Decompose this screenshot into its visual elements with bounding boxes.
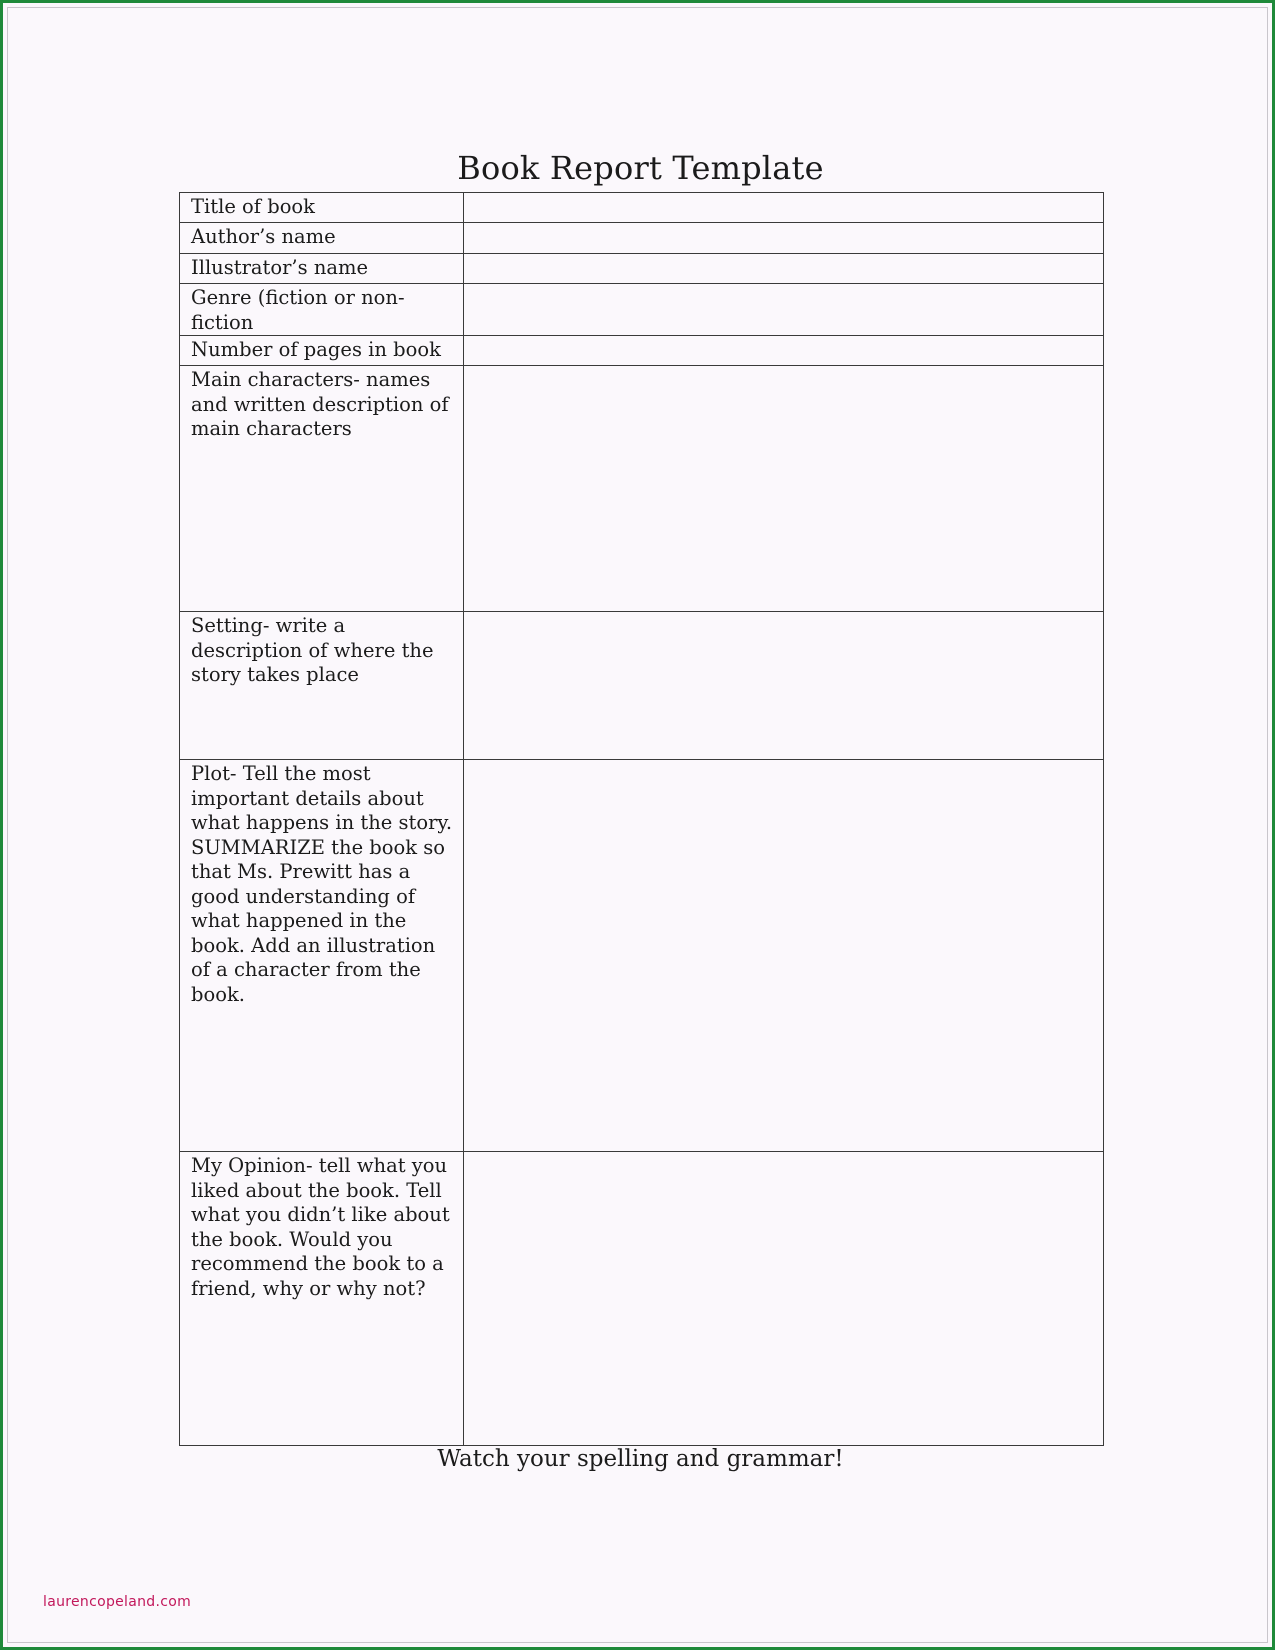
answer-cell-setting[interactable]	[464, 612, 1104, 760]
answer-cell-plot[interactable]	[464, 760, 1104, 1152]
answer-cell-genre[interactable]	[464, 284, 1104, 336]
table-row-plot	[180, 760, 1104, 1152]
answer-cell-pages[interactable]	[464, 336, 1104, 366]
table-row-setting	[180, 612, 1104, 760]
answer-cell-characters[interactable]	[464, 366, 1104, 612]
row-label-setting: Setting- write a description of where the story takes place	[180, 612, 464, 760]
row-label-author: Author’s name	[180, 223, 464, 254]
answer-cell-illustrator[interactable]	[464, 254, 1104, 284]
answer-cell-opinion[interactable]	[464, 1152, 1104, 1446]
row-label-title: Title of book	[180, 193, 464, 223]
table-row-pages	[180, 336, 1104, 366]
row-label-pages: Number of pages in book	[180, 336, 464, 366]
book-report-table	[179, 192, 1104, 1446]
page-title: Book Report Template	[457, 149, 824, 187]
table-row-title	[180, 193, 1104, 223]
row-label-characters: Main characters- names and written description of main characters	[180, 366, 464, 612]
footer-reminder: Watch your spelling and grammar!	[437, 1446, 844, 1472]
answer-cell-author[interactable]	[464, 223, 1104, 254]
table-row-illustrator	[180, 254, 1104, 284]
row-label-opinion: My Opinion- tell what you liked about the book. Tell what you didn’t like about the book. Would you recommend the book to a friend, why or why not?	[180, 1152, 464, 1446]
row-label-genre: Genre (fiction or non-fiction	[180, 284, 464, 336]
answer-cell-title[interactable]	[464, 193, 1104, 223]
row-label-illustrator: Illustrator’s name	[180, 254, 464, 284]
table-row-genre	[180, 284, 1104, 336]
row-label-plot: Plot- Tell the most important details about what happens in the story. SUMMARIZE the book so that Ms. Prewitt has a good understanding of what happened in the book. Add an illustration of a character from the book.	[180, 760, 464, 1152]
table-row-opinion	[180, 1152, 1104, 1446]
watermark-logo: laurencopeland.com	[43, 1594, 192, 1610]
table-row-author	[180, 223, 1104, 254]
table-row-characters	[180, 366, 1104, 612]
